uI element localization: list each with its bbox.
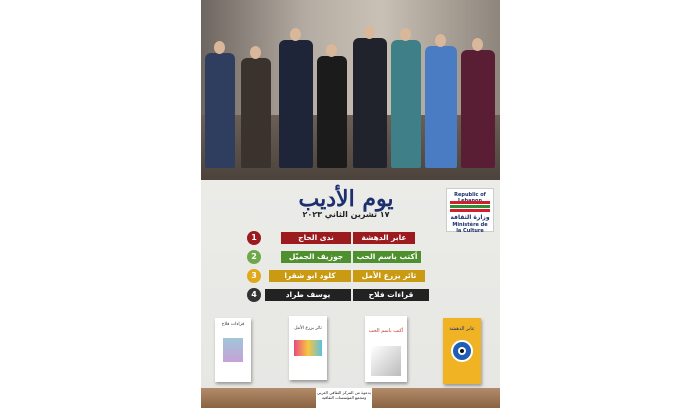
book-cover-2	[289, 316, 327, 380]
person-8	[461, 50, 495, 168]
book-cover-3	[365, 316, 407, 382]
evil-eye-icon	[451, 340, 473, 362]
entry-author-1: ندى الحاج	[281, 232, 351, 244]
person-7	[425, 46, 457, 168]
book-cover-4-title: عابر الدهشة	[449, 326, 475, 332]
poster-date: ١٧ تشرين الثاني ٢٠٢٣	[302, 210, 390, 219]
entry-author-3: كلود ابو شقرا	[269, 270, 351, 282]
poster-title: يوم الأديب	[298, 186, 394, 212]
person-2	[241, 58, 271, 168]
person-3	[279, 40, 313, 168]
book-cover-2-art	[294, 340, 322, 356]
logo-line-3: Ministère de la Culture	[452, 222, 488, 234]
person-1	[205, 53, 235, 168]
logo-stripe-red-2	[450, 209, 490, 212]
entry-book-4: قراءات فلاح	[353, 289, 429, 301]
entry-book-2: أكتب باسم الحب	[353, 251, 421, 263]
entry-number-1: 1	[247, 231, 261, 245]
entry-book-1: عابر الدهشة	[353, 232, 415, 244]
logo-line-2: وزارة الثقافة	[450, 214, 490, 221]
entry-author-4: يوسف طراد	[265, 289, 351, 301]
entry-number-4: 4	[247, 288, 261, 302]
logo-stripe-red	[450, 201, 490, 204]
group-photo	[201, 0, 500, 180]
entry-book-3: ثائر يزرع الأمل	[353, 270, 425, 282]
entry-number-3: 3	[247, 269, 261, 283]
book-cover-3-title: أكتب باسم الحب	[368, 328, 404, 334]
book-cover-2-title: ثائر يزرع الأمل	[294, 326, 322, 331]
book-cover-1-title: قراءات فلاح	[221, 322, 245, 327]
ministry-logo	[446, 188, 494, 232]
event-poster	[201, 0, 500, 408]
poster-footer: بدعوة من المركز الثقافي العربي ومجمع المؤسسات الثقافية	[316, 388, 372, 408]
book-cover-1-art	[223, 338, 243, 362]
book-cover-4	[443, 318, 481, 384]
entry-number-2: 2	[247, 250, 261, 264]
book-cover-1	[215, 318, 251, 382]
person-5	[353, 38, 387, 168]
person-6	[391, 40, 421, 168]
book-cover-3-art	[371, 346, 401, 376]
entry-author-2: جوزيف الجميّل	[281, 251, 351, 263]
person-4	[317, 56, 347, 168]
logo-line-1: Republic of	[454, 192, 486, 198]
logo-stripe-green	[450, 205, 490, 208]
